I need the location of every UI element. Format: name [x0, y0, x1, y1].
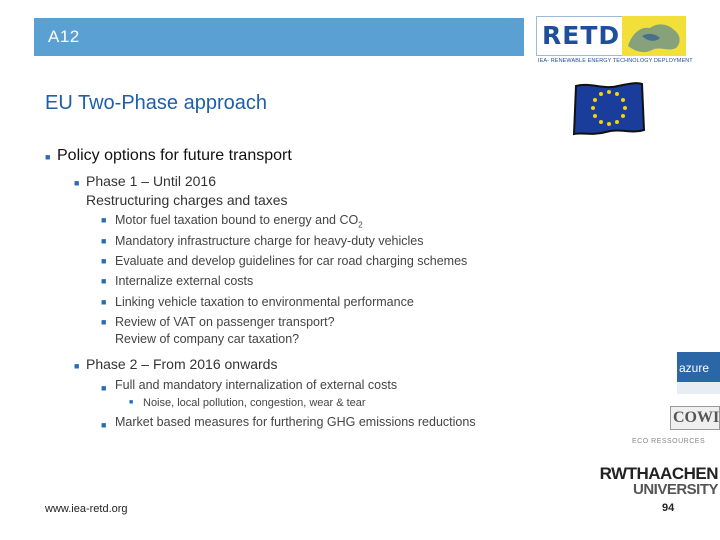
main-heading: Policy options for future transport: [57, 147, 292, 164]
square-bullet-icon: ■: [101, 420, 107, 430]
phase1-item: Review of VAT on passenger transport?: [115, 315, 335, 329]
rwth-logo-line1: RWTHAACHEN: [599, 464, 718, 483]
phase2-title: Phase 2 – From 2016 onwards: [86, 356, 278, 372]
cowi-logo-text: COWI: [673, 409, 720, 426]
square-bullet-icon: ■: [45, 152, 51, 162]
europe-map-icon: [622, 16, 686, 56]
square-bullet-icon: ■: [74, 178, 80, 188]
phase2-subitem: Noise, local pollution, congestion, wear & tear: [143, 397, 366, 409]
azure-logo: [677, 352, 720, 394]
square-bullet-icon: ■: [101, 276, 107, 286]
rwth-aachen-logo: [599, 464, 720, 500]
co2-subscript: 2: [358, 220, 363, 230]
square-bullet-icon: ■: [101, 236, 107, 246]
retd-logo-tagline: IEA- RENEWABLE ENERGY TECHNOLOGY DEPLOYMENT: [538, 58, 693, 64]
square-bullet-icon: ■: [74, 361, 80, 371]
eu-flag-icon: [570, 78, 648, 140]
retd-logo: [536, 16, 693, 66]
slide-code: A12: [48, 27, 80, 46]
page-number: 94: [662, 502, 675, 514]
square-bullet-icon: ■: [129, 399, 134, 406]
phase2-item: Market based measures for furthering GHG emissions reductions: [115, 415, 476, 429]
eco-ressources-logo: [632, 436, 720, 456]
phase1-item: [115, 213, 363, 230]
square-bullet-icon: ■: [101, 256, 107, 266]
azure-logo-text: azure: [679, 361, 710, 375]
phase1-item-continuation: Review of company car taxation?: [115, 332, 300, 346]
square-bullet-icon: ■: [101, 297, 107, 307]
phase1-item: Evaluate and develop guidelines for car road charging schemes: [115, 254, 468, 268]
phase1-item-text: Motor fuel taxation bound to energy and CO: [115, 213, 359, 227]
retd-logo-text: RETD: [542, 21, 621, 50]
phase1-item: Linking vehicle taxation to environmental performance: [115, 295, 414, 309]
phase1-item: Internalize external costs: [115, 274, 254, 288]
cowi-logo: [670, 406, 720, 430]
phase2-item: Full and mandatory internalization of external costs: [115, 378, 398, 392]
header-bar: [34, 18, 524, 56]
eco-logo-text: ECO RESSOURCES: [632, 438, 706, 445]
square-bullet-icon: ■: [101, 317, 107, 327]
phase1-item: Mandatory infrastructure charge for heavy-duty vehicles: [115, 234, 424, 248]
phase1-title: Phase 1 – Until 2016: [86, 173, 216, 189]
phase1-subtitle: Restructuring charges and taxes: [86, 192, 288, 208]
footer-url: www.iea-retd.org: [45, 503, 128, 515]
square-bullet-icon: ■: [101, 215, 107, 225]
slide-title: EU Two-Phase approach: [45, 92, 267, 114]
azure-logo-band: [677, 382, 720, 394]
rwth-logo-line2: UNIVERSITY: [632, 481, 718, 498]
square-bullet-icon: ■: [101, 383, 107, 393]
